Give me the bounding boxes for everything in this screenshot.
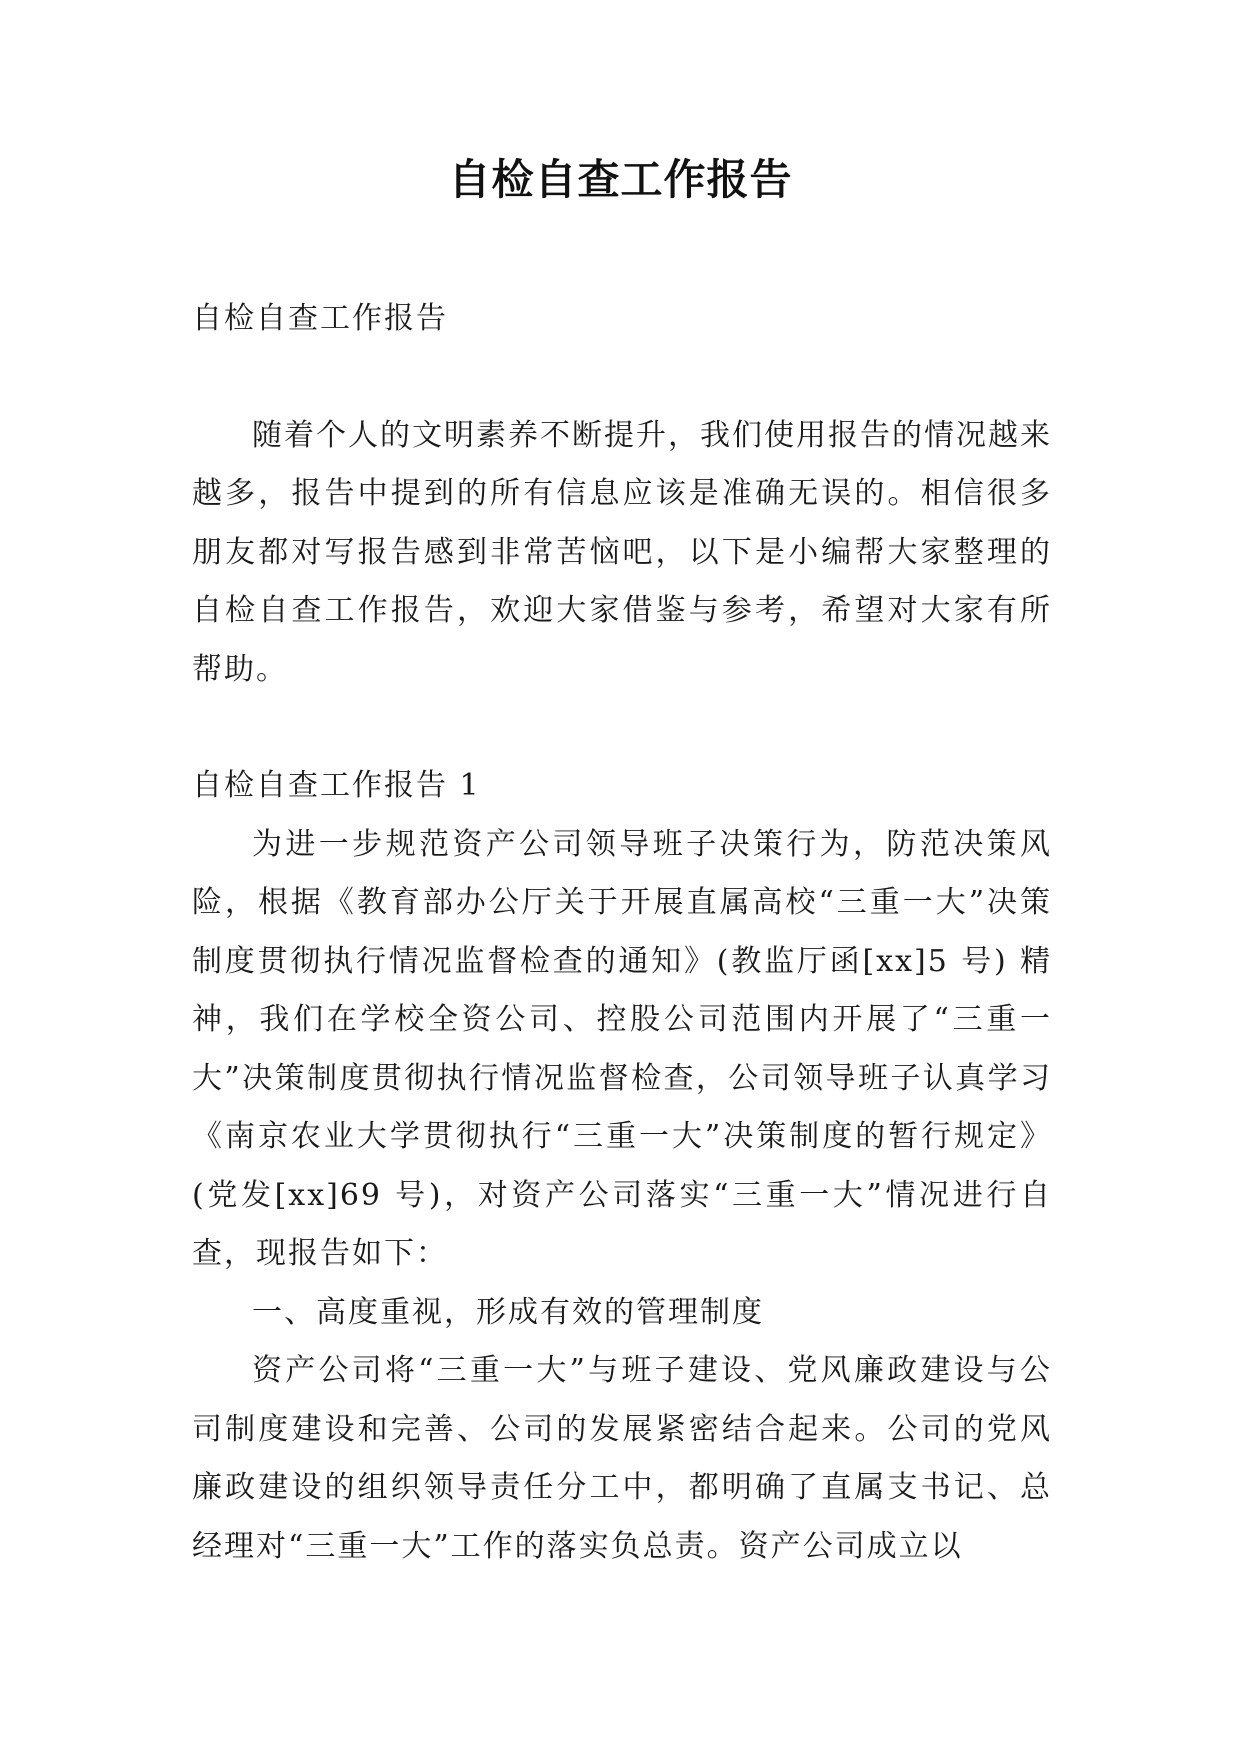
body-paragraph-1: 为进一步规范资产公司领导班子决策行为，防范决策风险，根据《教育部办公厅关于开展直属高校“三重一大”决策制度贯彻执行情况监督检查的通知》(教监厅函[xx]5 号) 精神，我们在学校全资公司、控股公司范围内开展了“三重一大”决策制度贯彻执行情况监督检查，公司领导班子认真学习《南京农业大学贯彻执行“三重一大”决策制度的暂行规定》(党发[xx]69 号)，对资产公司落实“三重一大”情况进行自查，现报告如下： [192,826,1052,1271]
intro-paragraph: 随着个人的文明素养不断提升，我们使用报告的情况越来越多，报告中提到的所有信息应该是准确无误的。相信很多朋友都对写报告感到非常苦恼吧，以下是小编帮大家整理的自检自查工作报告，欢迎大家借鉴与参考，希望对大家有所帮助。 [192,417,1052,687]
document-subtitle: 自检自查工作报告 [192,301,448,336]
document-title: 自检自查工作报告 [448,155,793,204]
document-body [192,290,1052,1576]
section-heading: 自检自查工作报告 1 [192,768,481,803]
point-1-heading: 一、高度重视，形成有效的管理制度 [252,1294,764,1330]
body-paragraph-2: 资产公司将“三重一大”与班子建设、党风廉政建设与公司制度建设和完善、公司的发展紧密结合起来。公司的党风廉政建设的组织领导责任分工中，都明确了直属支书记、总经理对“三重一大”工作的落实负总责。资产公司成立以 [192,1353,1052,1564]
